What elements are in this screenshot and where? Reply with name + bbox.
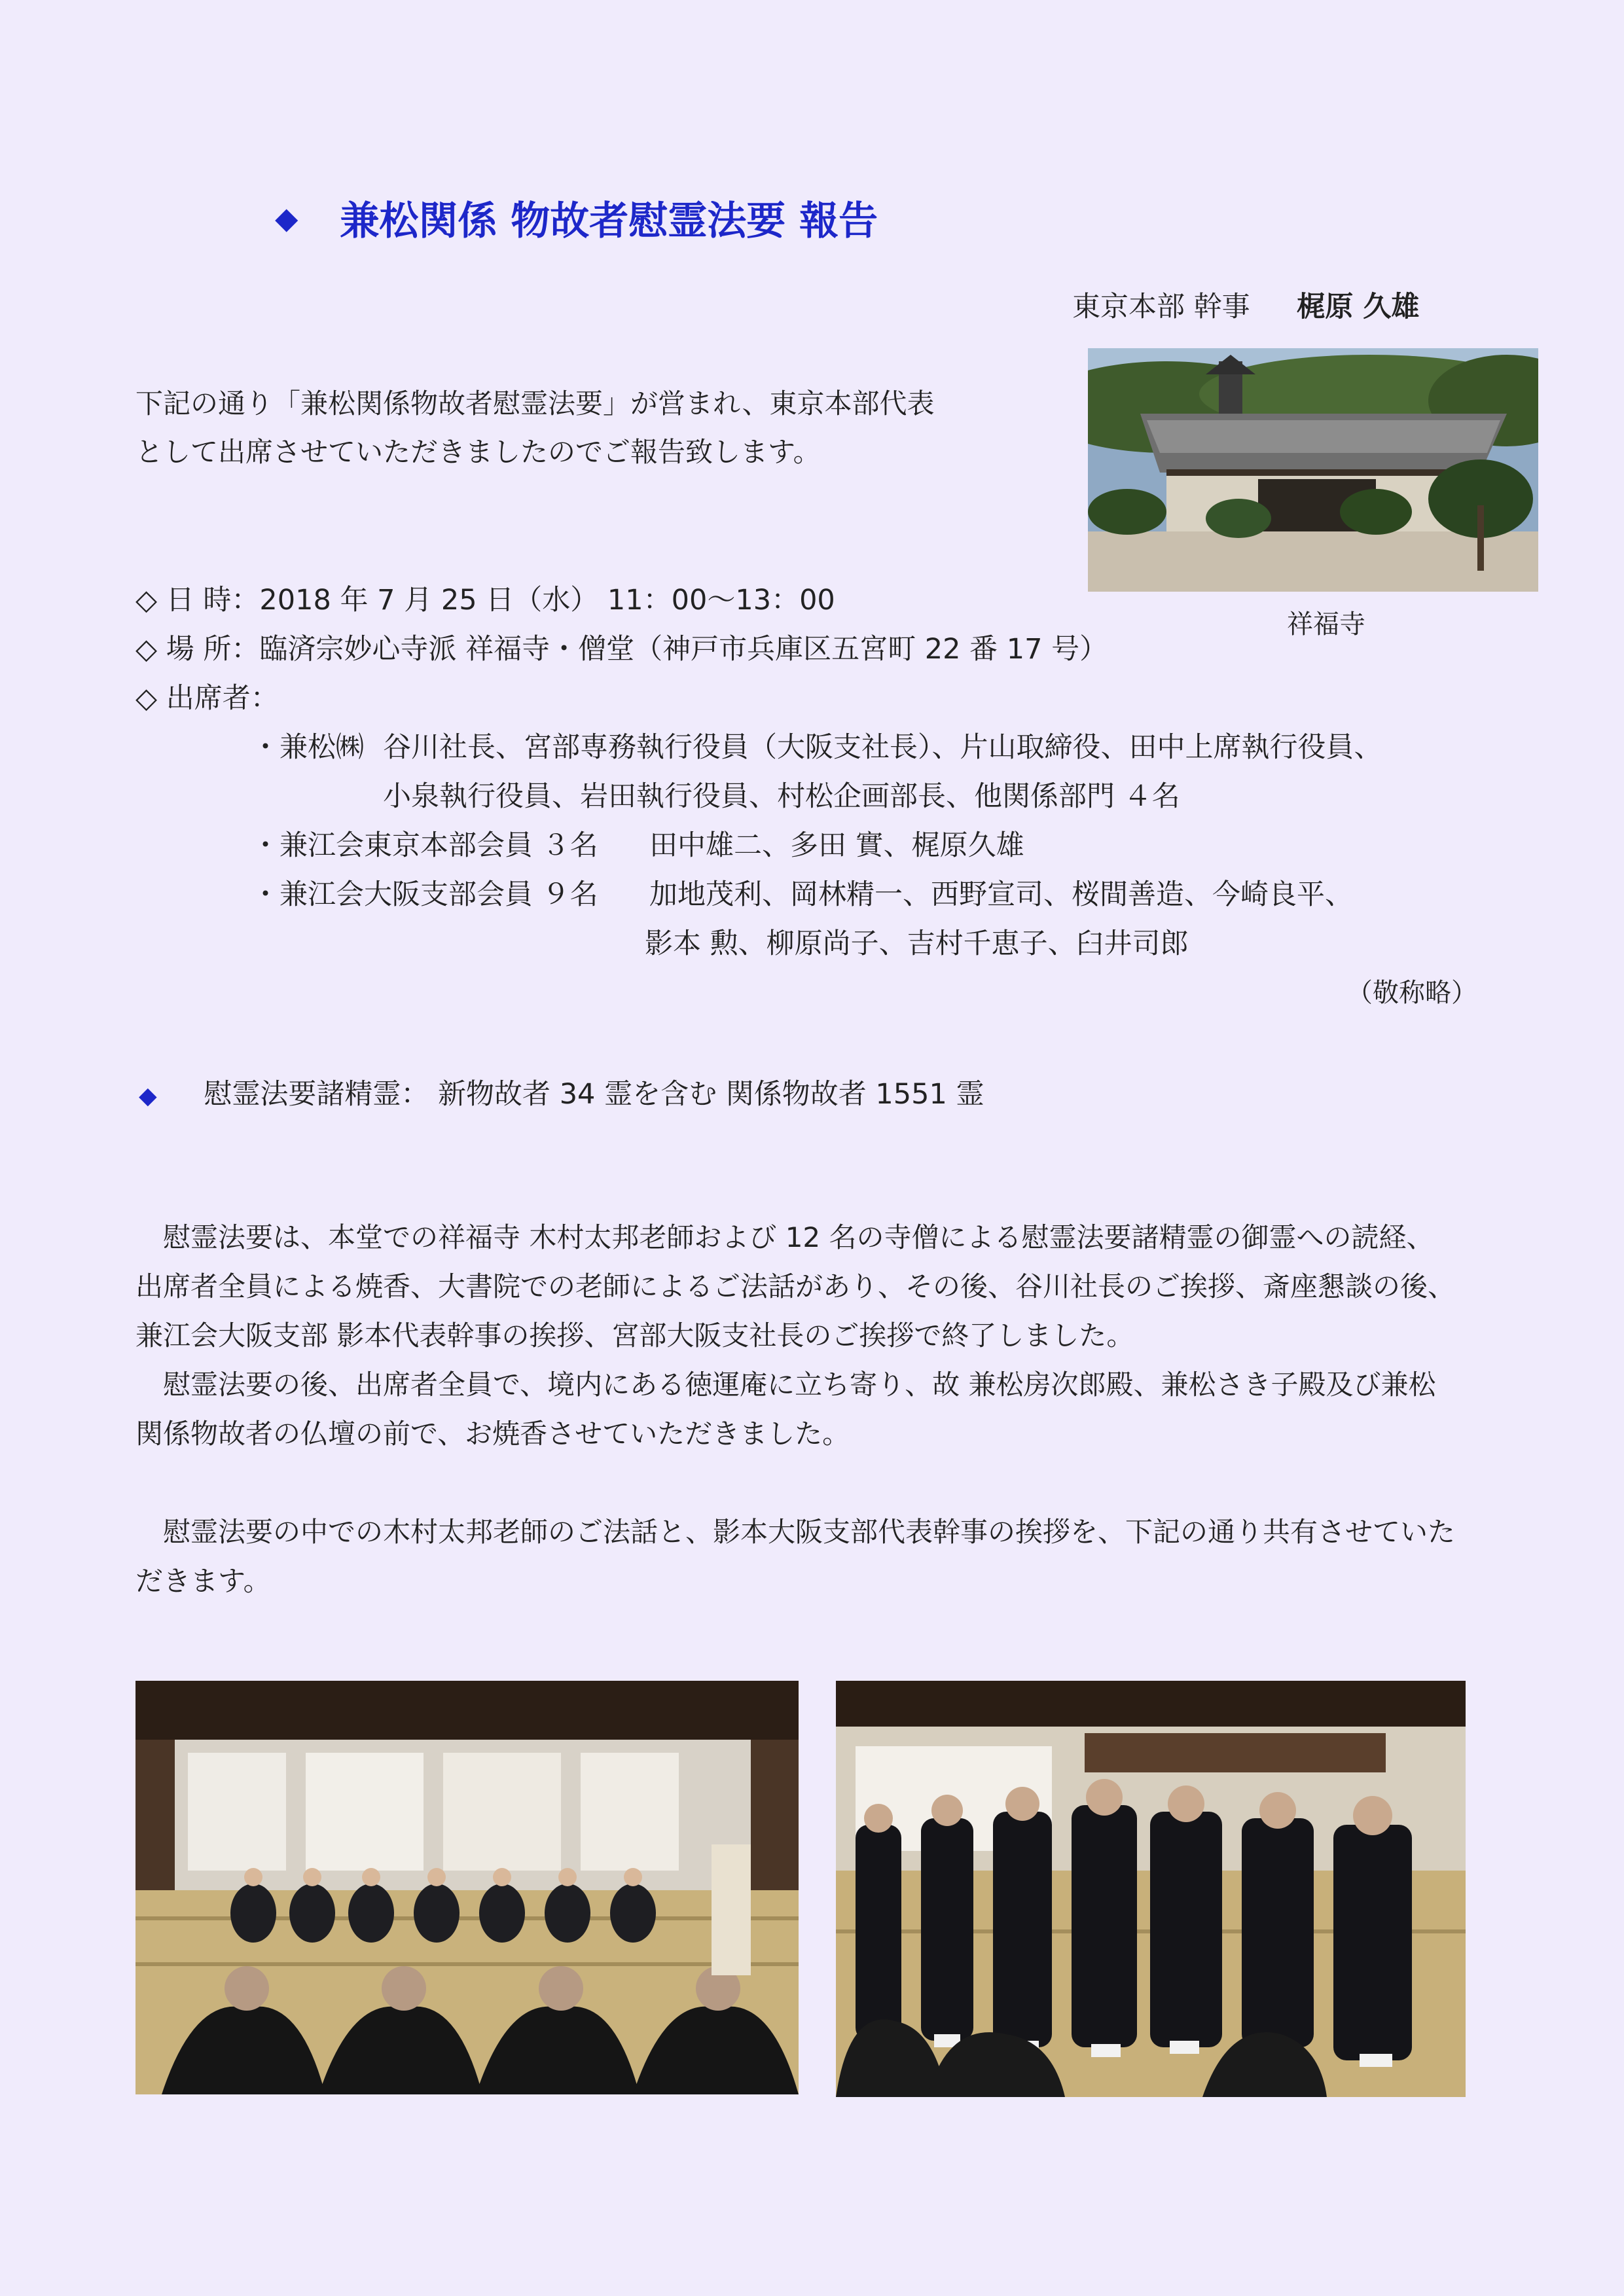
page-title xyxy=(275,190,878,246)
spirits-diamond-icon: ◆ xyxy=(139,1083,157,1109)
intro-line-1: 下記の通り「兼松関係物故者慰霊法要」が営まれ、東京本部代表 xyxy=(135,387,935,420)
attendee-kanematsu-line-1: 谷川社長、宮部専務執行役員（大阪支社長）、片山取締役、田中上席執行役員、 xyxy=(383,731,1382,764)
attendee-osaka-line-2: 影本 勲、柳原尚子、吉村千恵子、臼井司郎 xyxy=(645,927,1189,960)
ceremony-photo-standing xyxy=(836,1681,1466,2097)
body-p2-line-1: 慰霊法要の後、出席者全員で、境内にある徳運庵に立ち寄り、故 兼松房次郎殿、兼松さき子殿及び兼松 xyxy=(135,1369,1436,1401)
body-p2-line-2: 関係物故者の仏壇の前で、お焼香させていただきました。 xyxy=(135,1418,850,1450)
attendee-tokyo-names: 田中雄二、多田 實、梶原久雄 xyxy=(649,829,1024,862)
temple-photo-caption: 祥福寺 xyxy=(1287,609,1365,639)
attendee-kanematsu-line-2: 小泉執行役員、岩田執行役員、村松企画部長、他関係部門 ４名 xyxy=(383,780,1180,813)
attendee-osaka-line-1: 加地茂利、岡林精一、西野宣司、桜間善造、今崎良平、 xyxy=(649,878,1353,911)
info-attendees-label: ◇ 出席者： xyxy=(135,682,279,715)
body-p1-line-2: 出席者全員による焼香、大書院での老師によるご法話があり、その後、谷川社長のご挨拶、斎座懇談の後、 xyxy=(135,1270,1456,1302)
attendee-kanematsu-label: ・兼松㈱ xyxy=(251,731,364,764)
paragraph-gap xyxy=(135,1458,1477,1507)
body-p3-line-2: だきます。 xyxy=(135,1565,271,1597)
spirits-text: 慰霊法要諸精霊： 新物故者 34 霊を含む 関係物故者 1551 霊 xyxy=(204,1078,984,1111)
body-p1-line-3: 兼江会大阪支部 影本代表幹事の挨拶、宮部大阪支社長のご挨拶で終了しました。 xyxy=(135,1319,1134,1352)
title-text: 兼松関係 物故者慰霊法要 報告 xyxy=(340,198,878,244)
spirits-line xyxy=(139,1072,984,1112)
intro-paragraph xyxy=(135,380,1039,476)
temple-photo xyxy=(1088,348,1538,592)
author-name: 梶原 久雄 xyxy=(1297,291,1420,323)
attendee-osaka-label: ・兼江会大阪支部会員 ９名 xyxy=(251,878,598,911)
report-body xyxy=(135,1213,1477,1605)
info-place: ◇ 場 所：臨済宗妙心寺派 祥福寺・僧堂（神戸市兵庫区五宮町 22 番 17 号） xyxy=(135,633,1108,666)
body-p1-line-1: 慰霊法要は、本堂での祥福寺 木村太邦老師および 12 名の寺僧による慰霊法要諸精霊の御霊への読経、 xyxy=(135,1221,1434,1253)
author-line xyxy=(1072,285,1419,325)
title-diamond-icon: ◆ xyxy=(275,200,298,236)
author-position: 東京本部 幹事 xyxy=(1072,291,1250,323)
intro-line-2: として出席させていただきましたのでご報告致します。 xyxy=(135,436,821,468)
info-datetime: ◇ 日 時：2018 年 7 月 25 日（水） 11：00～13：00 xyxy=(135,584,835,617)
attendee-tokyo-label: ・兼江会東京本部会員 ３名 xyxy=(251,829,598,862)
body-p3-line-1: 慰霊法要の中での木村太邦老師のご法話と、影本大阪支部代表幹事の挨拶を、下記の通り共有させていた xyxy=(135,1516,1456,1548)
ceremony-photo-seated xyxy=(135,1681,799,2094)
honorific-note: （敬称略） xyxy=(1346,978,1477,1008)
